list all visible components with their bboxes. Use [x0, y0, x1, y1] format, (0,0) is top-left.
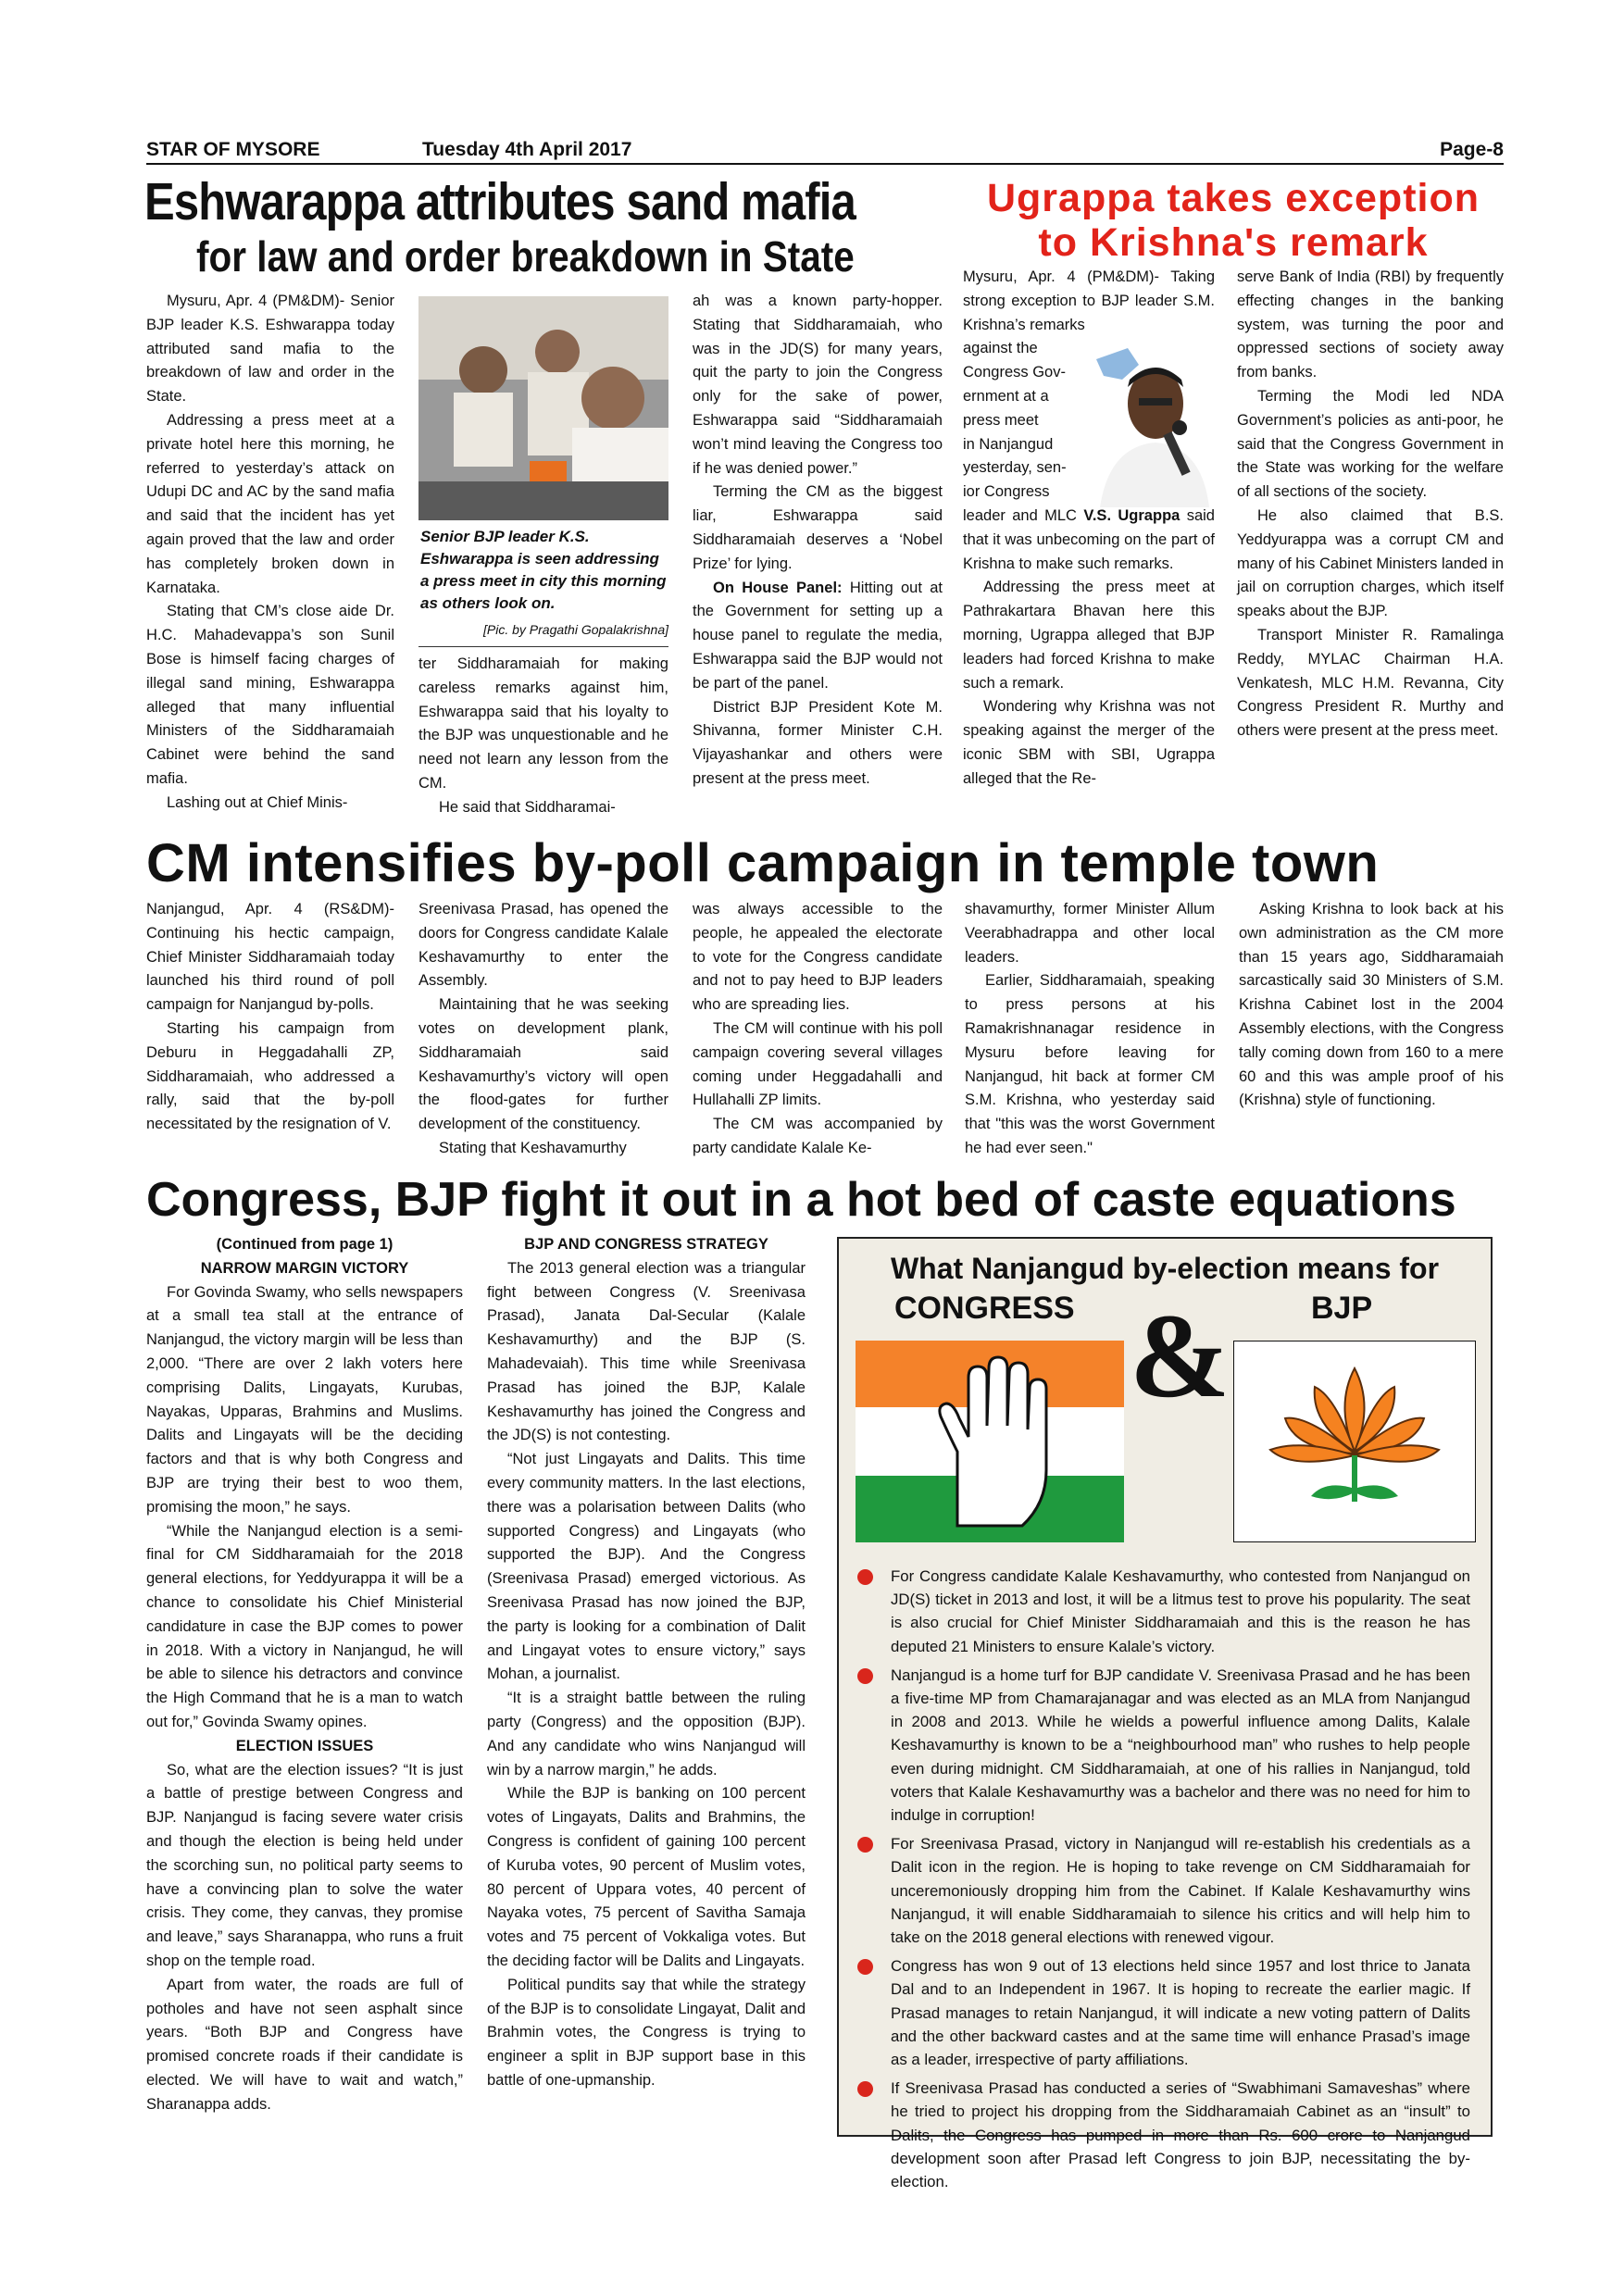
story4-col1	[146, 1233, 463, 2116]
paragraph: Maintaining that he was seeking votes on development plank, Siddharamaiah said Keshavamurthy’s victory will open the flood-gates for further development of the constituency.	[418, 996, 668, 1133]
paper-name: STAR OF MYSORE	[146, 139, 320, 160]
text-line: against the	[963, 340, 1038, 357]
masthead	[146, 139, 1504, 165]
paragraph: “It is a straight battle between the ruling party (Congress) and the opposition (BJP). And any candidate who wins Nanjangud will win by a narrow margin,” he adds.	[487, 1690, 806, 1778]
wrapped-text	[963, 337, 1081, 505]
box-bullets	[848, 1565, 1470, 2199]
bullet-item: If Sreenivasa Prasad has conducted a series of “Swabhimani Samaveshas” where he tried to project his dropping from the Siddharamaiah Cabinet as an “insult” to Dalits, the Congress has pumped in more than Rs. 600 crore to Nanjangud development soon after Prasad left Congress to join BJP, necessitating the by-election.	[848, 2077, 1470, 2193]
story1-col1	[146, 290, 394, 816]
paragraph: “Not just Lingayats and Dalits. This time every community matters. In the last elections, there was a polarisation between Dalits (who supported Congress) and Lingayats (who supported the BJP). And the Congress (Sreenivasa Prasad) emerged victorious. As Sreenivasa Prasad has now joined the BJP, the party is looking for a combination of Dalit and Lingayat votes to ensure victory,” says Mohan, a journalist.	[487, 1451, 806, 1683]
story1-headline-line2: for law and order breakdown in State	[196, 232, 855, 281]
story3-headline: CM intensifies by-poll campaign in temple town	[146, 833, 1380, 893]
paragraph: Nanjangud, Apr. 4 (RS&DM)- Continuing his hectic campaign, Chief Minister Siddharamaiah today launched his third round of poll campaign for Nanjangud by-polls.	[146, 901, 394, 1014]
bullet-item: For Sreenivasa Prasad, victory in Nanjangud will re-establish his credentials as a Dalit icon in the region. He is hoping to take revenge on CM Siddharamaiah for unceremoniously dropping him from the Cabinet. If Kalale Keshavamurthy wins Nanjangud, it will enable Siddharamaiah to silence his critics and will help him to take on the 2018 general elections with renewed vigour.	[848, 1832, 1470, 1949]
box-bjp-label: BJP	[1311, 1291, 1373, 1326]
paragraph: He also claimed that B.S. Yeddyurappa was a corrupt CM and many of his Cabinet Ministers landed in jail on corruption charges, which itself speaks about the BJP.	[1237, 506, 1504, 620]
paragraph: Wondering why Krishna was not speaking against the merger of the iconic SBM with SBI, Ugrappa alleged that the Re-	[963, 698, 1215, 787]
subhead-house-panel: On House Panel:	[713, 579, 843, 596]
continued-note: (Continued from page 1)	[216, 1236, 394, 1253]
paragraph: District BJP President Kote M. Shivanna, former Minister C.H. Vijayashankar and others were present at the press meet.	[693, 698, 943, 787]
story3-col1	[146, 898, 394, 1137]
paragraph: The 2013 general election was a triangular fight between Congress (V. Sreenivasa Prasad), Janata Dal-Secular (Kalale Keshavamurthy) and the BJP (S. Mahadevaiah). This time while Sreenivasa Prasad has joined the BJP, Kalale Keshavamurthy has joined the Congress and the JD(S) is not contesting.	[487, 1259, 806, 1444]
congress-logo	[856, 1341, 1124, 1542]
story2-headline-line2: to Krishna's remark	[1038, 220, 1429, 266]
subhead-election-issues: ELECTION ISSUES	[235, 1737, 374, 1754]
nanjangud-info-box	[837, 1237, 1493, 2191]
ugrappa-name: V.S. Ugrappa	[1083, 506, 1181, 524]
text-line: ernment at a	[963, 387, 1049, 405]
bjp-lotus-icon	[1233, 1341, 1476, 1542]
box-title: What Nanjangud by-election means for	[890, 1252, 1440, 1285]
paragraph: Asking Krishna to look back at his own administration as the CM more than 15 years ago, Siddharamaiah sarcastically said 30 Ministers of S.M. Krishna Cabinet lost in the 2004 Assembly elections, with the Congress tally coming down from 160 to a mere 60 and this was ample proof of his (Krishna) style of functioning.	[1239, 901, 1504, 1109]
paragraph: was always accessible to the people, he appealed the electorate to vote for the Congress candidate and not to pay heed to BJP leaders who are spreading lies.	[693, 901, 943, 1014]
paragraph: Stating that CM’s close aide Dr. H.C. Mahadevappa’s son Sunil Bose is himself facing charges of illegal sand mining, Eshwarappa alleged that many influential Ministers of the Siddharamaiah Cabinet were behind the sand mafia.	[146, 603, 394, 787]
text: said that it was unbecoming on the part of Krishna to make such remarks.	[963, 506, 1215, 572]
paragraph: Starting his campaign from Deburu in Heggadahalli ZP, Siddharamaiah, who addressed a rally, said that the by-poll necessitated by the resignation of V.	[146, 1019, 394, 1133]
paragraph: serve Bank of India (RBI) by frequently effecting changes in the banking system, was turning the poor and oppressed sections of society away from banks.	[1237, 268, 1504, 381]
bullet-item: Congress has won 9 out of 13 elections held since 1957 and lost thrice to Janata Dal and to an Independent in 1967. It is hoping to recreate the earlier magic. If Prasad manages to retain Nanjangud, it will indicate a new voting pattern of Dalits and the other backward castes and at the same time will enhance Prasad’s image as a leader, irrespective of party affiliations.	[848, 1954, 1470, 2071]
ampersand: &	[1130, 1290, 1230, 1423]
ugrappa-photo	[1091, 343, 1215, 507]
paragraph: Mysuru, Apr. 4 (PM&DM)- Taking strong exception to BJP leader S.M. Krishna’s remarks	[963, 268, 1215, 333]
story3-col3	[693, 898, 943, 1161]
paragraph: While the BJP is banking on 100 percent votes of Lingayats, Dalits and Brahmins, the Congress is confident of gaining 100 percent of Kuruba votes, 90 percent of Muslim votes, 80 percent of Uppara votes, 40 percent of Nayaka votes, 75 percent of Savitha Samaja votes and 75 percent of Vokkaliga votes. But the deciding factor will be Dalits and Lingayats.	[487, 1785, 806, 1969]
paragraph: Addressing a press meet at a private hotel here this morning, he referred to yesterday’s attack on Udupi DC and AC by the sand mafia and said that the incident has yet again proved that the law and order has completely broken down in Karnataka.	[146, 411, 394, 596]
paragraph: ah was a known party-hopper. Stating that Siddharamaiah, who was in the JD(S) for many years, quit the party to join the Congress only for the sake of power, Eshwarappa said “Siddharamaiah won’t mind leaving the Congress too if he was denied power.”	[693, 293, 943, 477]
bullet-item: Nanjangud is a home turf for BJP candidate V. Sreenivasa Prasad and he has been a five-time MP from Chamarajanagar and was elected as an MLA from Nanjangud in 2008 and 2013. While he wields a powerful influence among Dalits, Kalale Keshavamurthy is known to be a “neighbourhood man” who rushes to help people even during midnight. CM Siddharamaiah, at one of his rallies in Nanjangud, told voters that Kalale Keshavamurthy was a bachelor and there was no need for him to indulge in corruption!	[848, 1664, 1470, 1827]
subhead-narrow-margin: NARROW MARGIN VICTORY	[200, 1259, 409, 1277]
text-line: ior Congress	[963, 483, 1050, 501]
story1-col2	[418, 653, 668, 820]
text-line: press meet	[963, 411, 1039, 429]
paragraph: Terming the Modi led NDA Government’s policies as anti-poor, he said that the Congress Government in the State was working for the welfare of all sections of the society.	[1237, 387, 1504, 501]
paragraph: Lashing out at Chief Minis-	[167, 793, 348, 811]
eshwarappa-press-photo	[418, 296, 668, 520]
paragraph: For Govinda Swamy, who sells newspapers at a small tea stall at the entrance of Nanjangud, the victory margin will be less than 2,000. “There are over 2 lakh voters here comprising Dalits, Lingayats, Kurubas, Nayakas, Upparas, Brahmins and Muslims. Dalits and Lingayats will be the deciding factors and that is why both Congress and BJP are trying their best to woo them, promising the moon,” he says.	[146, 1283, 463, 1516]
paragraph: ter Siddharamaiah for making careless remarks against him, Eshwarappa said that his loyalty to the BJP was unquestionable and he need not learn any lesson from the CM.	[418, 655, 668, 792]
congress-hand-icon	[856, 1341, 1124, 1542]
page-number: Page-8	[1440, 139, 1504, 160]
paragraph: Apart from water, the roads are full of potholes and have not seen asphalt since years. “Both BJP and Congress have promised concrete roads if their candidate is elected. We will have to wait and watch,” Sharanappa adds.	[146, 1976, 463, 2113]
paragraph: The CM will continue with his poll campaign covering several villages coming under Heggadahalli and Hullahalli ZP limits.	[693, 1019, 943, 1109]
paragraph	[693, 577, 943, 696]
paragraph: Transport Minister R. Ramalinga Reddy, MYLAC Chairman H.A. Venkatesh, MLC H.M. Revanna, City Congress President R. Murthy and others were present at the press meet.	[1237, 626, 1504, 740]
box-congress-label: CONGRESS	[894, 1291, 1075, 1326]
paragraph: Sreenivasa Prasad, has opened the doors for Congress candidate Kalale Keshavamurthy to enter the Assembly.	[418, 901, 668, 990]
paragraph: shavamurthy, former Minister Allum Veerabhadrappa and other local leaders.	[965, 901, 1215, 966]
story1-headline-line1: Eshwarappa attributes sand mafia	[144, 172, 856, 231]
paragraph: Earlier, Siddharamaiah, speaking to press persons at his Ramakrishnanagar residence in Mysuru before leaving for Nanjangud, hit back at former CM S.M. Krishna, who yesterday said that "this was the worst Government he had ever seen."	[965, 972, 1215, 1156]
story2-col2	[1237, 266, 1504, 743]
paragraph: “While the Nanjangud election is a semi-final for CM Siddharamaiah for the 2018 general elections, for Yeddyurappa it will be a chance to consolidate his Chief Ministerial candidature in case the BJP comes to power in 2018. With a victory in Nanjangud, he will be able to silence his detractors and convince the High Command that he is a man to watch out for,” Govinda Swamy opines.	[146, 1522, 463, 1730]
story3-col4	[965, 898, 1215, 1161]
caption-rule	[418, 646, 668, 647]
paragraph-text: Hitting out at the Government for setting up a house panel to regulate the media, Eshwarappa said the BJP would not be part of the panel.	[693, 579, 943, 692]
issue-date: Tuesday 4th April 2017	[422, 139, 632, 160]
story2-headline	[963, 176, 1504, 265]
paragraph: Stating that Keshavamurthy	[439, 1139, 627, 1156]
story1-col3	[693, 290, 943, 792]
subhead-strategy: BJP AND CONGRESS STRATEGY	[524, 1236, 768, 1253]
ugrappa-portrait	[1091, 343, 1215, 507]
story4-col2	[487, 1233, 806, 2093]
paragraph: Addressing the press meet at Pathrakartara Bhavan here this morning, Ugrappa alleged that BJP leaders had forced Krishna to make such a remark.	[963, 579, 1215, 692]
text-line: in Nanjangud	[963, 435, 1054, 453]
bjp-logo	[1233, 1341, 1476, 1542]
paragraph: So, what are the election issues? “It is just a battle of prestige between Congress and BJP. Nanjangud is facing severe water crisis and though the election is being held under the scorching sun, no political party seems to have a convincing plan to solve the water crisis. They come, they canvas, they promise and leave,” says Sharanappa, who runs a fruit shop on the temple road.	[146, 1761, 463, 1969]
text: leader and MLC	[963, 506, 1084, 524]
text-line: Congress Gov-	[963, 364, 1066, 381]
story2-headline-line1: Ugrappa takes exception	[986, 176, 1480, 220]
paragraph: Terming the CM as the biggest liar, Eshwarappa said Siddharamaiah deserves a ‘Nobel Prize’ for lying.	[693, 483, 943, 572]
photo-caption: Senior BJP leader K.S. Eshwarappa is seen addressing a press meet in city this morning as others look on.	[420, 528, 667, 612]
story3-col5	[1239, 898, 1504, 1113]
bullet-item: For Congress candidate Kalale Keshavamurthy, who contested from Nanjangud on JD(S) ticket in 2013 and lost, it will be a litmus test to prove his popularity. The seat is also crucial for Chief Minister Siddharamaiah and this is the reason he has deputed 21 Ministers to ensure Kalale’s victory.	[848, 1565, 1470, 1658]
paragraph	[963, 505, 1215, 576]
paragraph: Mysuru, Apr. 4 (PM&DM)- Senior BJP leader K.S. Eshwarappa today attributed sand mafia to the breakdown of law and order in the State.	[146, 293, 394, 406]
paragraph: Political pundits say that while the strategy of the BJP is to consolidate Lingayat, Dalit and Brahmin votes, the Congress is trying to engineer a split in BJP support base in this battle of one-upmanship.	[487, 1976, 806, 2089]
photo-people-illustration	[418, 296, 668, 520]
photo-credit: [Pic. by Pragathi Gopalakrishna]	[483, 622, 668, 637]
text-line: yesterday, sen-	[963, 459, 1067, 477]
story4-headline: Congress, BJP fight it out in a hot bed of caste equations	[146, 1173, 1456, 1227]
paragraph: The CM was accompanied by party candidate Kalale Ke-	[693, 1116, 943, 1156]
paragraph: He said that Siddharamai-	[439, 798, 616, 816]
story3-col2	[418, 898, 668, 1161]
